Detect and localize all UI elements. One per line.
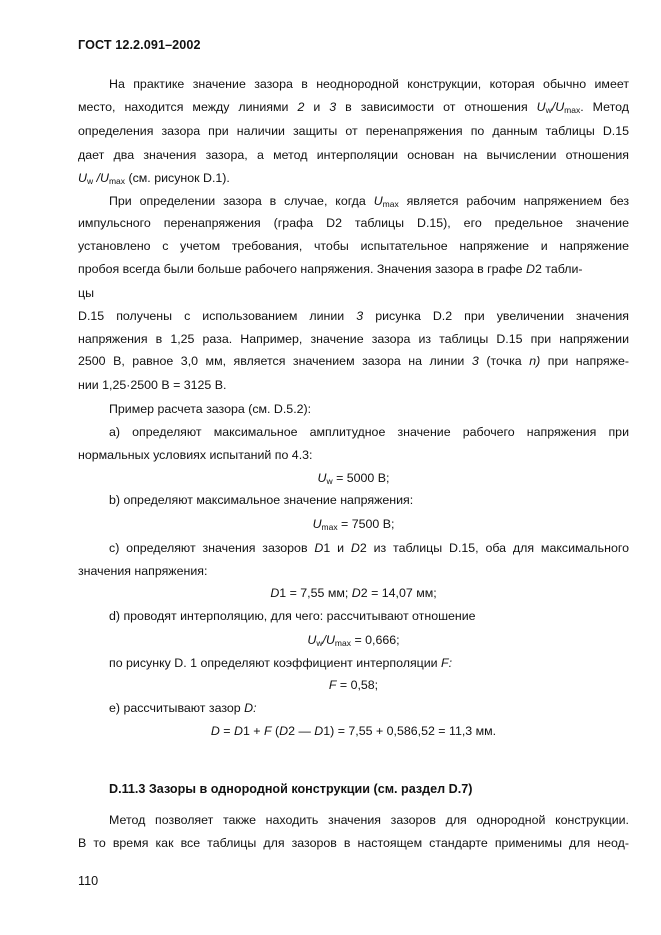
example-step-d: d) проводят интерполяцию, для чего: рассчитывают отношение: [109, 609, 476, 623]
example-step-a-line-1: a) определяют максимальное амплитудное значение рабочего напряжения при: [109, 425, 629, 439]
example-step-c-line-2: значения напряжения:: [78, 564, 208, 578]
paragraph-2-line-4: пробоя всегда были больше рабочего напряжения. Значения зазора в графе D2 табли-: [78, 262, 583, 276]
example-title: Пример расчета зазора (см. D.5.2):: [109, 402, 312, 416]
paragraph-1-line-5: $U_w$ $/U_{max}$ (см. рисунок D.1).: [78, 171, 230, 186]
example-step-b: b) определяют максимальное значение напряжения:: [109, 493, 414, 507]
paragraph-1-line-2: место, находится между линиями 2 и 3 в зависимости от отношения $U_w/U_{max}$. Метод: [78, 100, 629, 115]
formula-ratio: $U_w/U_{max} = 0,666$;: [307, 633, 400, 648]
paragraph-2-line-8: 2500 В, равное 3,0 мм, является значением зазора на линии 3 (точка n) при напряже-: [78, 354, 629, 368]
example-step-c-line-1: c) определяют значения зазоров D1 и D2 из таблицы D.15, оба для максимального: [109, 541, 629, 555]
example-step-a-line-2: нормальных условиях испытаний по 4.3:: [78, 448, 313, 462]
document-header: ГОСТ 12.2.091–2002: [78, 38, 201, 52]
section-line-2: В то время как все таблицы для зазоров в настоящем стандарте применимы для неод-: [78, 836, 629, 850]
paragraph-2-line-9: нии 1,25·2500 В = 3125 В.: [78, 378, 227, 392]
page-number: 110: [78, 874, 99, 888]
section-heading: D.11.3 Зазоры в однородной конструкции (см. раздел D.7): [109, 782, 473, 796]
example-step-e: e) рассчитывают зазор D:: [109, 701, 257, 715]
example-step-f: по рисунку D. 1 определяют коэффициент интерполяции F:: [109, 656, 453, 670]
paragraph-2-line-1: При определении зазора в случае, когда $U_{max}$ является рабочим напряжением без: [109, 194, 629, 209]
paragraph-2-line-3: установлено с учетом требования, чтобы испытательное напряжение и напряжение: [78, 239, 629, 253]
paragraph-2-line-5: цы: [78, 286, 95, 300]
paragraph-2-line-6: D.15 получены с использованием линии 3 рисунка D.2 при увеличении значения: [78, 309, 629, 323]
formula-d: D = D1 + F (D2 — D1) = 7,55 + 0,586,52 = 11,3 мм.: [210, 724, 497, 738]
paragraph-2-line-2: импульсного перенапряжения (графа D2 таблицы D.15), его предельное значение: [78, 216, 629, 230]
section-line-1: Метод позволяет также находить значения зазоров для однородной конструкции.: [109, 813, 629, 827]
formula-uw: $U_w = 5000$ В;: [317, 471, 390, 486]
formula-d1-d2: D1 = 7,55 мм; D2 = 14,07 мм;: [270, 586, 437, 600]
paragraph-1-line-4: дает два значения зазора, а метод интерполяции основан на вычислении отношения: [78, 148, 629, 162]
paragraph-1-line-3: определения зазора при наличии защиты от перенапряжения по данным таблицы D.15: [78, 124, 629, 138]
formula-umax: $U_{max} = 7500$ В;: [312, 517, 395, 532]
paragraph-2-line-7: напряжения в 1,25 раза. Например, значение зазора из таблицы D.15 при напряжении: [78, 332, 629, 346]
paragraph-1-line-1: На практике значение зазора в неоднородной конструкции, которая обычно имеет: [109, 77, 629, 91]
formula-f: F = 0,58;: [328, 678, 379, 692]
